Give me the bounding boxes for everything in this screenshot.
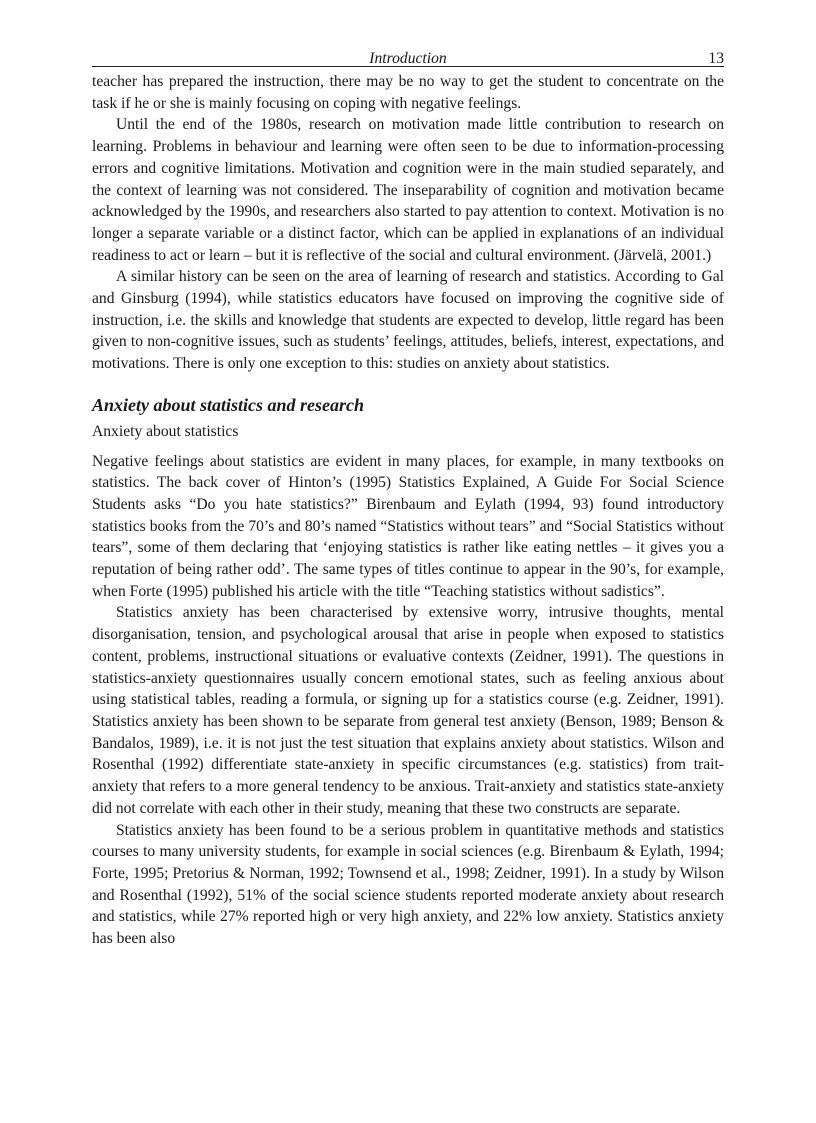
paragraph: Statistics anxiety has been found to be a serious problem in quantitative methods and statistics courses to many university students, for example in social sciences (e.g. Birenbaum & Eylath, 1994; Forte, 1995; Pretorius & Norman, 1992; Townsend et al., 1998; Zeidner, 1991). In a study by Wilson and Rosenthal (1992), 51% of the social science students reported moderate anxiety about research and statistics, while 27% reported high or very high anxiety, and 22% low anxiety. Statistics anxiety has been also: [92, 821, 724, 948]
paragraph: Negative feelings about statistics are evident in many places, for example, in many textbooks on statistics. The back cover of Hinton’s (1995) Statistics Explained, A Guide For Social Science Students asks “Do you hate statistics?” Birenbaum and Eylath (1994, 93) found introductory statistics books from the 70’s and 80’s named “Statistics without tears” and “Social Statistics without tears”, some of them declaring that ‘enjoying statistics is rather like eating nettles – it gives you a reputation of being rather odd’. The same types of titles continue to appear in the 90’s, for example, when Forte (1995) published his article with the title “Teaching statistics without sadistics”.: [92, 452, 724, 600]
document-page: [92, 46, 724, 950]
paragraph: Statistics anxiety has been characterised by extensive worry, intrusive thoughts, mental disorganisation, tension, and psychological arousal that arise in people when exposed to statistics content, problems, instructional situations or evaluative contexts (Zeidner, 1991). The questions in statistics-anxiety questionnaires usually concern emotional states, such as feeling anxious about using statistical tables, reading a formula, or signing up for a statistics course (e.g. Zeidner, 1991). Statistics anxiety has been shown to be separate from general test anxiety (Benson, 1989; Benson & Bandalos, 1989), i.e. it is not just the test situation that explains anxiety about statistics. Wilson and Rosenthal (1992) differentiate state-anxiety in specific circumstances (e.g. statistics) from trait-anxiety that refers to a more general tendency to be anxious. Trait-anxiety and statistics state-anxiety did not correlate with each other in their study, meaning that these two constructs are separate.: [92, 604, 724, 817]
running-title: Introduction: [369, 50, 447, 67]
paragraph: Until the end of the 1980s, research on motivation made little contribution to research on learning. Problems in behaviour and learning were often seen to be due to information-processing errors and cognitive limitations. Motivation and cognition were in the main studied separately, and the context of learning was not considered. The inseparability of cognition and motivation became acknowledged by the 1990s, and researchers also started to pay attention to context. Motivation is no longer a separate variable or a distinct factor, which can be applied in explanations of an individual readiness to act or learn – but it is reflective of the social and cultural environment. (Järvelä, 2001.): [92, 116, 724, 264]
page-number: 13: [708, 50, 724, 67]
paragraph: teacher has prepared the instruction, there may be no way to get the student to concentrate on the task if he or she is mainly focusing on coping with negative feelings.: [92, 73, 724, 112]
section-heading: Anxiety about statistics and research: [92, 394, 365, 415]
running-header: [92, 46, 724, 67]
paragraph: A similar history can be seen on the area of learning of research and statistics. According to Gal and Ginsburg (1994), while statistics educators have focused on improving the cognitive side of instruction, i.e. the skills and knowledge that students are expected to develop, little regard has been given to non-cognitive issues, such as students’ feelings, attitudes, beliefs, interest, expectations, and motivations. There is only one exception to this: studies on anxiety about statistics.: [92, 268, 724, 373]
subsection-heading: Anxiety about statistics: [92, 422, 239, 440]
